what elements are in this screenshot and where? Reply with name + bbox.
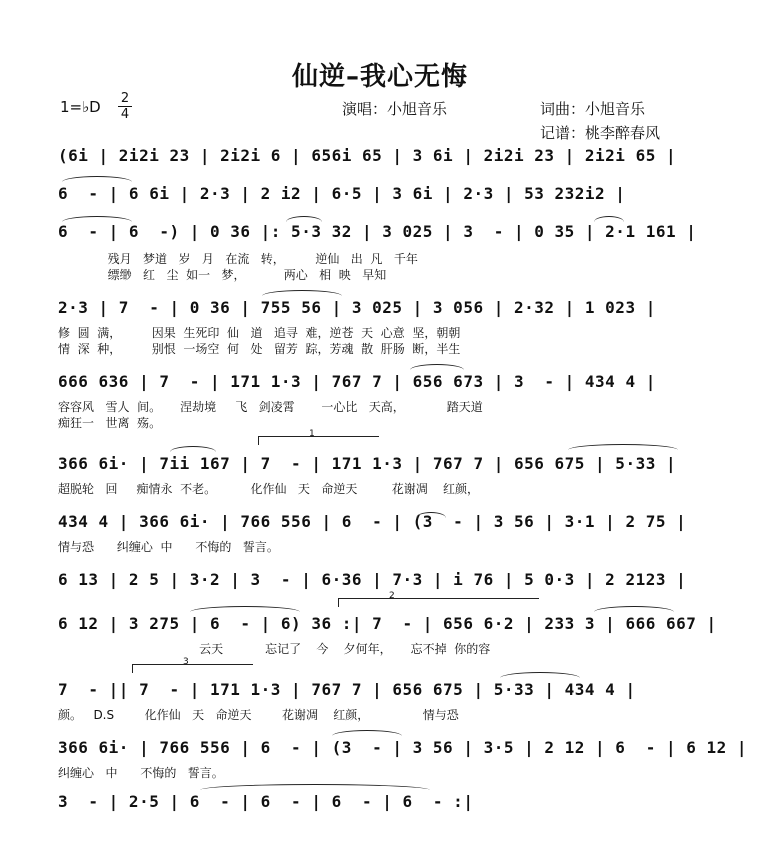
notes-row: 7 - || 7 - | 171 1·3 | 767 7 | 656 675 | 5·33 | 434 4 | [58, 680, 636, 699]
lyrics-verse-1: 容容风 雪人 间。 涅劫境 飞 剑凌霄 一心比 天高， 踏天道 [58, 400, 483, 414]
volta-number: 3 [183, 657, 189, 667]
lyrics-verse-1: 纠缠心 中 不悔的 誓言。 [58, 766, 224, 780]
notation-line [58, 614, 717, 656]
slur-mark [62, 176, 132, 182]
lyrics-verse-1: 情与恐 纠缠心 中 不悔的 誓言。 [58, 540, 279, 554]
notation-line [58, 372, 698, 430]
lyrics-verse-1: 残月 梦道 岁 月 在流 转， 逆仙 出 凡 千年 [58, 252, 418, 266]
notation-line [58, 454, 698, 496]
volta-number: 1 [309, 429, 315, 439]
key-signature: 1=♭D [60, 98, 101, 116]
notes-row: 6 13 | 2 5 | 3·2 | 3 - | 6·36 | 7·3 | i 76 | 5 0·3 | 2 2123 | [58, 570, 687, 589]
transcriber-credit: 记谱：桃李醉春风 [540, 124, 661, 142]
notes-row: 366 6i· | 7ii 167 | 7 - | 171 1·3 | 767 7 | 656 675 | 5·33 | [58, 454, 677, 473]
slur-mark [200, 784, 430, 790]
lyrics-verse-2: 痴狂一 世离 殇。 [58, 416, 162, 430]
volta-number: 2 [389, 591, 395, 601]
time-denominator: 4 [120, 107, 130, 122]
notes-row: (6i | 2i2i 23 | 2i2i 6 | 656i 65 | 3 6i | 2i2i 23 | 2i2i 65 | [58, 146, 677, 165]
notes-row: 3 - | 2·5 | 6 - | 6 - | 6 - | 6 - :| [58, 792, 474, 811]
slur-mark [594, 216, 624, 222]
slur-mark [190, 606, 300, 612]
lyrics-verse-1: 修 圆 满， 因果 生死印 仙 道 追寻 难，逆苍 天 心意 坚，朝朝 [58, 326, 461, 340]
singer-credit: 演唱：小旭音乐 [342, 100, 448, 118]
slur-mark [594, 606, 674, 612]
time-numerator: 2 [120, 91, 130, 106]
composer-credit: 词曲：小旭音乐 [540, 100, 646, 118]
notes-row: 666 636 | 7 - | 171 1·3 | 767 7 | 656 673 | 3 - | 434 4 | [58, 372, 656, 391]
lyrics-verse-1: 超脱轮 回 痴情永 不老。 化作仙 天 命逆天 花谢凋 红颜， [58, 482, 479, 496]
notation-line [58, 298, 698, 356]
notes-row: 2·3 | 7 - | 0 36 | 755 56 | 3 025 | 3 056 | 2·32 | 1 023 | [58, 298, 656, 317]
lyrics-verse-2: 缥缈 红 尘 如一 梦， 两心 相 映 早知 [58, 268, 387, 282]
notation-line [58, 680, 698, 722]
lyrics-verse-1: 云天 忘记了 今 夕何年， 忘不掉 你的容 [58, 642, 491, 656]
slur-mark [262, 290, 342, 296]
notation-line [58, 512, 698, 554]
notation-line [58, 570, 698, 600]
notation-line [58, 738, 748, 780]
notation-line [58, 222, 698, 282]
slur-mark [62, 216, 132, 222]
lyrics-verse-2: 情 深 种， 别恨 一场空 何 处 留芳 踪，芳魂 散 肝肠 断，半生 [58, 342, 461, 356]
lyrics-verse-1: 颜。 D.S 化作仙 天 命逆天 花谢凋 红颜， 情与恐 [58, 708, 459, 722]
slur-mark [332, 730, 402, 736]
time-signature [118, 92, 132, 121]
slur-mark [568, 444, 678, 450]
slur-mark [286, 216, 322, 222]
page-title: 仙逆–我心无悔 [291, 62, 468, 92]
volta-bracket [338, 591, 539, 607]
notation-line [58, 184, 698, 214]
notes-row: 434 4 | 366 6i· | 766 556 | 6 - | (3 - | 3 56 | 3·1 | 2 75 | [58, 512, 687, 531]
slur-mark [500, 672, 580, 678]
slur-mark [410, 364, 464, 370]
slur-mark [416, 512, 446, 518]
notes-row: 6 - | 6 6i | 2·3 | 2 i2 | 6·5 | 3 6i | 2·3 | 53 232i2 | [58, 184, 626, 203]
slur-mark [170, 446, 216, 452]
volta-bracket [258, 429, 379, 445]
notes-row: 6 - | 6 -) | 0 36 |: 5·3 32 | 3 025 | 3 - | 0 35 | 2·1 161 | [58, 222, 697, 241]
volta-bracket [132, 657, 253, 673]
notes-row: 6 12 | 3 275 | 6 - | 6) 36 :| 7 - | 656 6·2 | 233 3 | 666 667 | [58, 614, 717, 633]
notes-row: 366 6i· | 766 556 | 6 - | (3 - | 3 56 | 3·5 | 2 12 | 6 - | 6 12 | [58, 738, 748, 757]
notation-line [58, 792, 698, 822]
notation-line [58, 146, 698, 176]
